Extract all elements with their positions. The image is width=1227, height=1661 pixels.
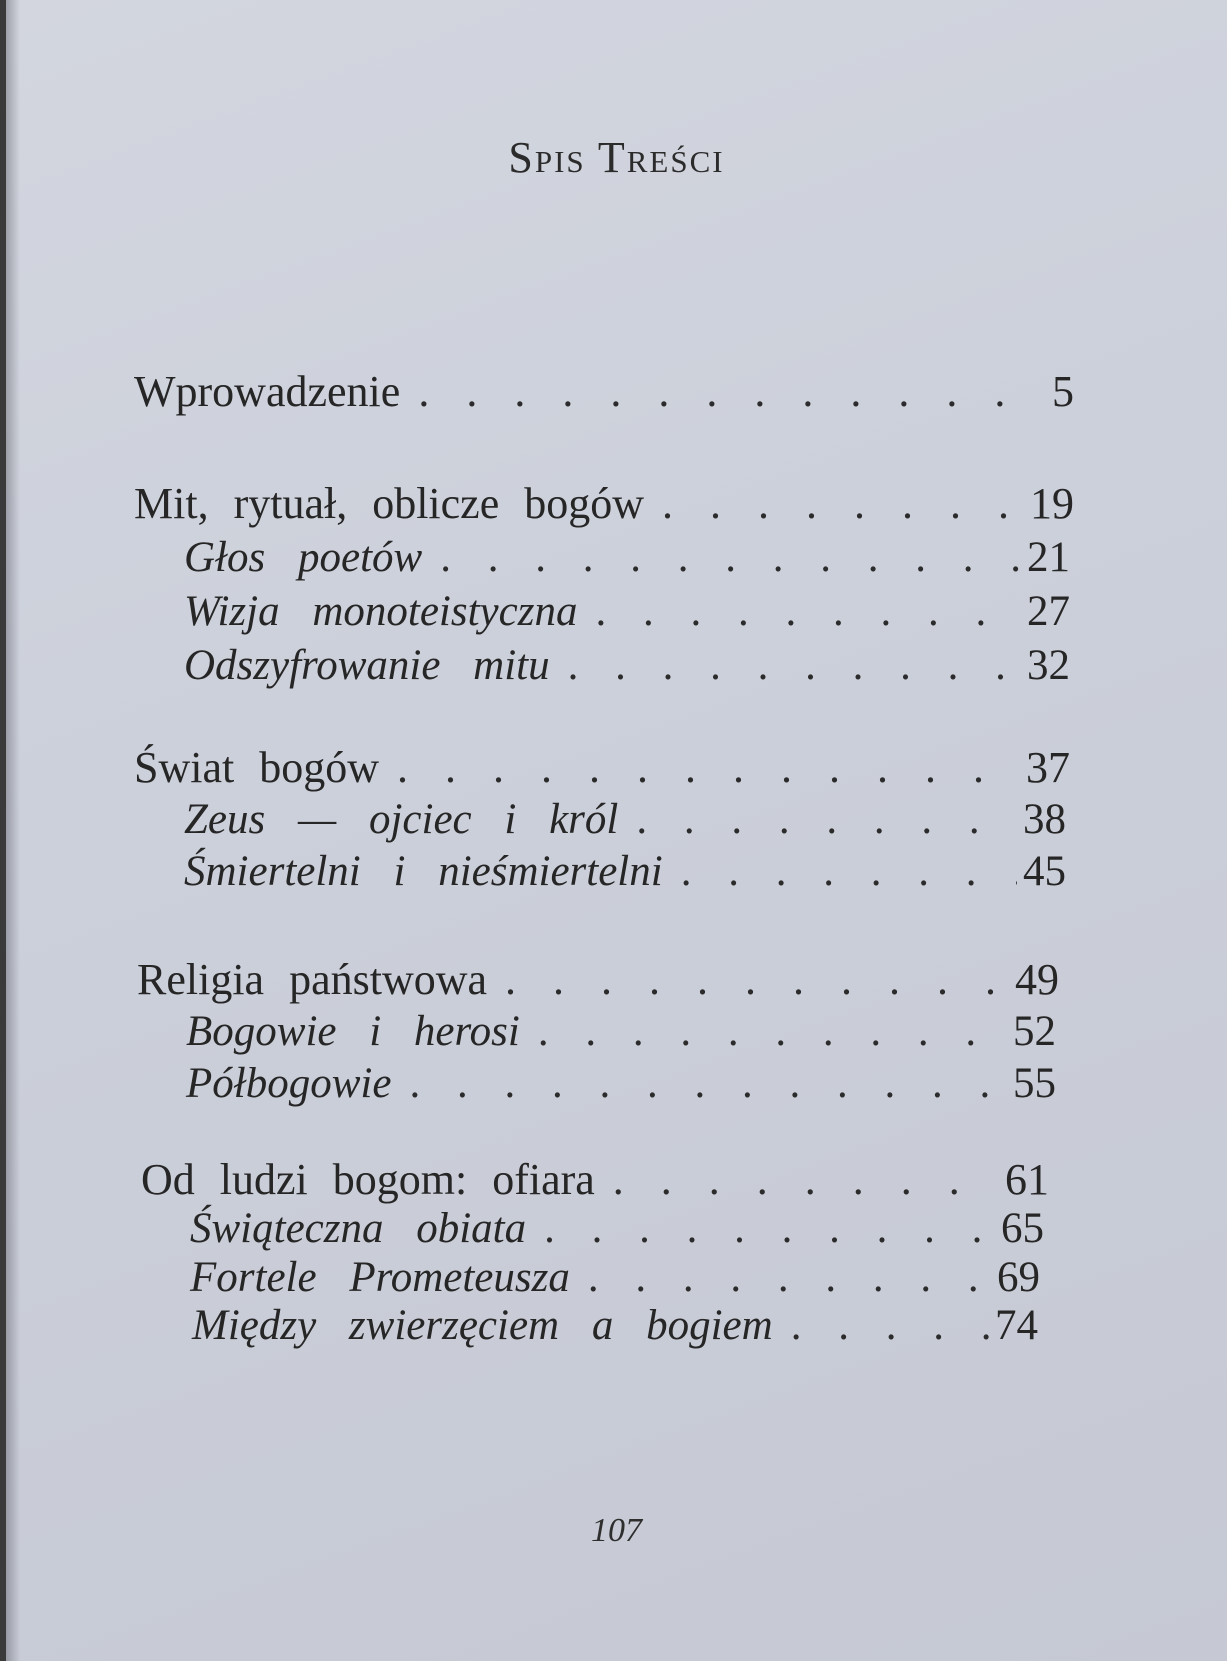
dot-leader [595,590,1021,633]
dot-leader [791,1304,989,1347]
toc-subentry-title: Fortele Prometeusza [190,1254,570,1301]
toc-entry-page: 37 [1026,743,1070,792]
toc-entry-page: 49 [1015,955,1059,1004]
page-number: 107 [591,1512,642,1549]
toc-subentry-title: Głos poetów [184,534,423,581]
toc-subentry-title: Bogowie i herosi [186,1008,520,1055]
dot-leader [544,1207,995,1250]
dot-leader [568,644,1021,687]
toc-subentry[interactable] [184,850,1066,893]
dot-leader [409,1062,1007,1105]
dot-leader [505,958,1009,1002]
toc-subentry-title: Odszyfrowanie mitu [184,642,550,689]
toc-entry-title: Religia państwowa [137,955,488,1004]
dot-leader [613,1158,999,1202]
toc-subentry[interactable] [184,590,1070,633]
toc-entry[interactable] [134,743,1070,792]
toc-subentry-title: Wizja monoteistyczna [184,588,578,635]
toc-entry-title: Wprowadzenie [134,367,401,416]
toc-subentry-page: 55 [1013,1060,1056,1107]
toc-subentry-page: 65 [1001,1205,1044,1252]
book-page [6,0,1227,1661]
toc-subentry-page: 38 [1023,796,1066,843]
toc-subentry-page: 69 [997,1254,1040,1301]
toc-subentry[interactable] [190,1256,1040,1299]
toc-entry[interactable] [137,955,1059,1004]
toc-subentry-page: 32 [1027,642,1070,689]
toc-entry-title: Od ludzi bogom: ofiara [141,1155,595,1204]
table-of-contents [6,0,1227,1661]
toc-entry-title: Mit, rytuał, oblicze bogów [134,479,645,528]
toc-subentry[interactable] [190,1207,1044,1250]
toc-entry[interactable] [134,479,1074,528]
dot-leader [418,370,1028,414]
dot-leader [538,1010,1007,1053]
dot-leader [397,746,1020,790]
toc-entry-page: 5 [1052,367,1074,416]
toc-subentry-title: Między zwierzęciem a bogiem [192,1302,773,1349]
dot-leader [588,1256,991,1299]
toc-subentry-page: 45 [1023,848,1066,895]
page-title: Spis Treści [508,133,725,182]
dot-leader [636,798,1017,841]
toc-subentry[interactable] [192,1304,1038,1347]
toc-entry[interactable] [134,367,1074,416]
toc-entry[interactable] [141,1155,1049,1204]
toc-subentry-title: Półbogowie [186,1060,392,1107]
toc-subentry[interactable] [186,1010,1056,1053]
toc-entry-page: 61 [1005,1155,1049,1204]
toc-subentry-title: Świąteczna obiata [190,1205,527,1252]
dot-leader [440,536,1021,579]
toc-subentry-page: 74 [995,1302,1038,1349]
toc-subentry-page: 21 [1027,534,1070,581]
toc-subentry-page: 52 [1013,1008,1056,1055]
toc-subentry-title: Zeus — ojciec i król [184,796,619,843]
toc-subentry[interactable] [184,536,1070,579]
dot-leader [681,850,1017,893]
toc-subentry[interactable] [184,644,1070,687]
toc-entry-page: 19 [1030,479,1074,528]
toc-subentry[interactable] [186,1062,1056,1105]
dot-leader [662,482,1024,526]
toc-subentry-title: Śmiertelni i nieśmiertelni [184,848,663,895]
toc-entry-title: Świat bogów [134,743,379,792]
toc-subentry[interactable] [184,798,1066,841]
toc-subentry-page: 27 [1027,588,1070,635]
